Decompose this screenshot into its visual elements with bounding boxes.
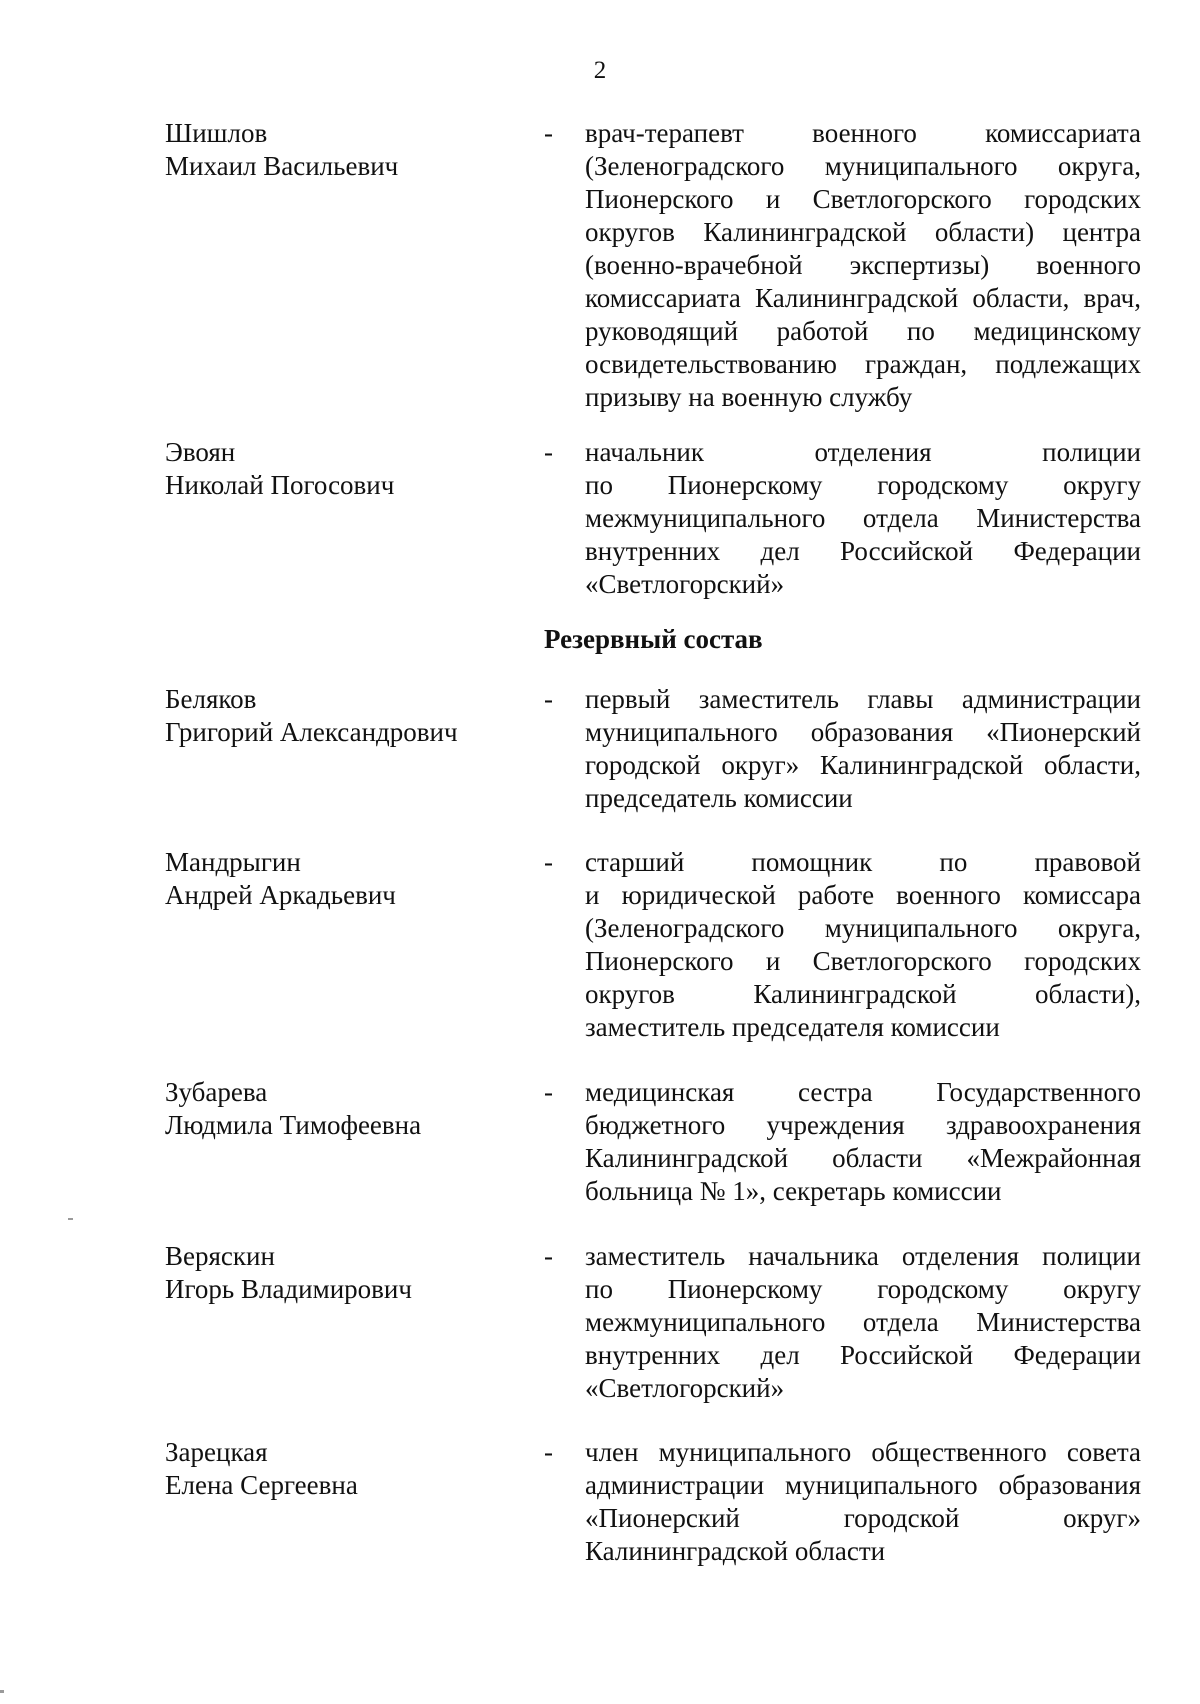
member-position [585,117,1141,414]
position-line: Пионерского и Светлогорского городских [585,946,1141,976]
position-line: округов Калининградской области), [585,979,1141,1009]
position-line: председатель комиссии [585,783,853,813]
entry-dash: - [544,1077,553,1107]
position-line: по Пионерскому городскому округу [585,1274,1141,1304]
member-given-names: Игорь Владимирович [165,1274,412,1304]
member-given-names: Николай Погосович [165,470,395,500]
position-line: межмуниципального отдела Министерства [585,503,1141,533]
position-line: член муниципального общественного совета [585,1437,1141,1467]
position-line: (военно-врачебной экспертизы) военного [585,250,1141,280]
page-number: 2 [593,57,607,84]
member-position [585,846,1141,1044]
member-surname: Шишлов [165,118,268,148]
member-name [165,846,525,912]
position-line: старший помощник по правовой [585,847,1141,877]
member-surname: Зубарева [165,1077,268,1107]
position-line: Калининградской области «Межрайонная [585,1143,1141,1173]
position-line: заместитель начальника отделения полиции [585,1241,1141,1271]
member-position [585,436,1141,601]
position-line: по Пионерскому городскому округу [585,470,1141,500]
entry-dash: - [544,1437,553,1467]
position-line: и юридической работе военного комиссара [585,880,1141,910]
member-position [585,1436,1141,1568]
entry-dash: - [544,1241,553,1271]
member-surname: Беляков [165,684,257,714]
position-line: первый заместитель главы администрации [585,684,1141,714]
member-given-names: Михаил Васильевич [165,151,399,181]
position-line: медицинская сестра Государственного [585,1077,1141,1107]
position-line: руководящий работой по медицинскому [585,316,1141,346]
position-line: врач-терапевт военного комиссариата [585,118,1141,148]
position-line: (Зеленоградского муниципального округа, [585,913,1141,943]
position-line: «Светлогорский» [585,569,785,599]
position-line: освидетельствованию граждан, подлежащих [585,349,1141,379]
position-line: Калининградской области [585,1536,886,1566]
position-line: администрации муниципального образования [585,1470,1141,1500]
position-line: больница № 1», секретарь комиссии [585,1176,1002,1206]
member-surname: Эвоян [165,437,236,467]
position-line: муниципального образования «Пионерский [585,717,1141,747]
member-surname: Мандрыгин [165,847,301,877]
member-name [165,1240,525,1306]
position-line: комиссариата Калининградской области, врач, [585,283,1141,313]
entry-dash: - [544,684,553,714]
member-name [165,683,525,749]
member-name [165,436,525,502]
position-line: внутренних дел Российской Федерации [585,536,1141,566]
position-line: (Зеленоградского муниципального округа, [585,151,1141,181]
position-line: межмуниципального отдела Министерства [585,1307,1141,1337]
entry-dash: - [544,847,553,877]
member-given-names: Елена Сергеевна [165,1470,358,1500]
member-name [165,1076,525,1142]
position-line: внутренних дел Российской Федерации [585,1340,1141,1370]
member-position [585,1076,1141,1208]
scan-mark [0,1690,4,1693]
member-surname: Веряскин [165,1241,275,1271]
position-line: бюджетного учреждения здравоохранения [585,1110,1141,1140]
member-name [165,1436,525,1502]
member-position [585,1240,1141,1405]
entry-dash: - [544,437,553,467]
position-line: городской округ» Калининградской области, [585,750,1141,780]
position-line: призыву на военную службу [585,382,913,412]
position-line: заместитель председателя комиссии [585,1012,1000,1042]
member-given-names: Андрей Аркадьевич [165,880,396,910]
member-name [165,117,525,183]
member-position [585,683,1141,815]
section-heading-reserve: Резервный состав [544,624,763,654]
position-line: Пионерского и Светлогорского городских [585,184,1141,214]
member-given-names: Людмила Тимофеевна [165,1110,422,1140]
position-line: округов Калининградской области) центра [585,217,1141,247]
position-line: начальник отделения полиции [585,437,1141,467]
position-line: «Светлогорский» [585,1373,785,1403]
position-line: «Пионерский городской округ» [585,1503,1141,1533]
scan-mark [68,1218,73,1220]
entry-dash: - [544,118,553,148]
member-given-names: Григорий Александрович [165,717,458,747]
member-surname: Зарецкая [165,1437,268,1467]
